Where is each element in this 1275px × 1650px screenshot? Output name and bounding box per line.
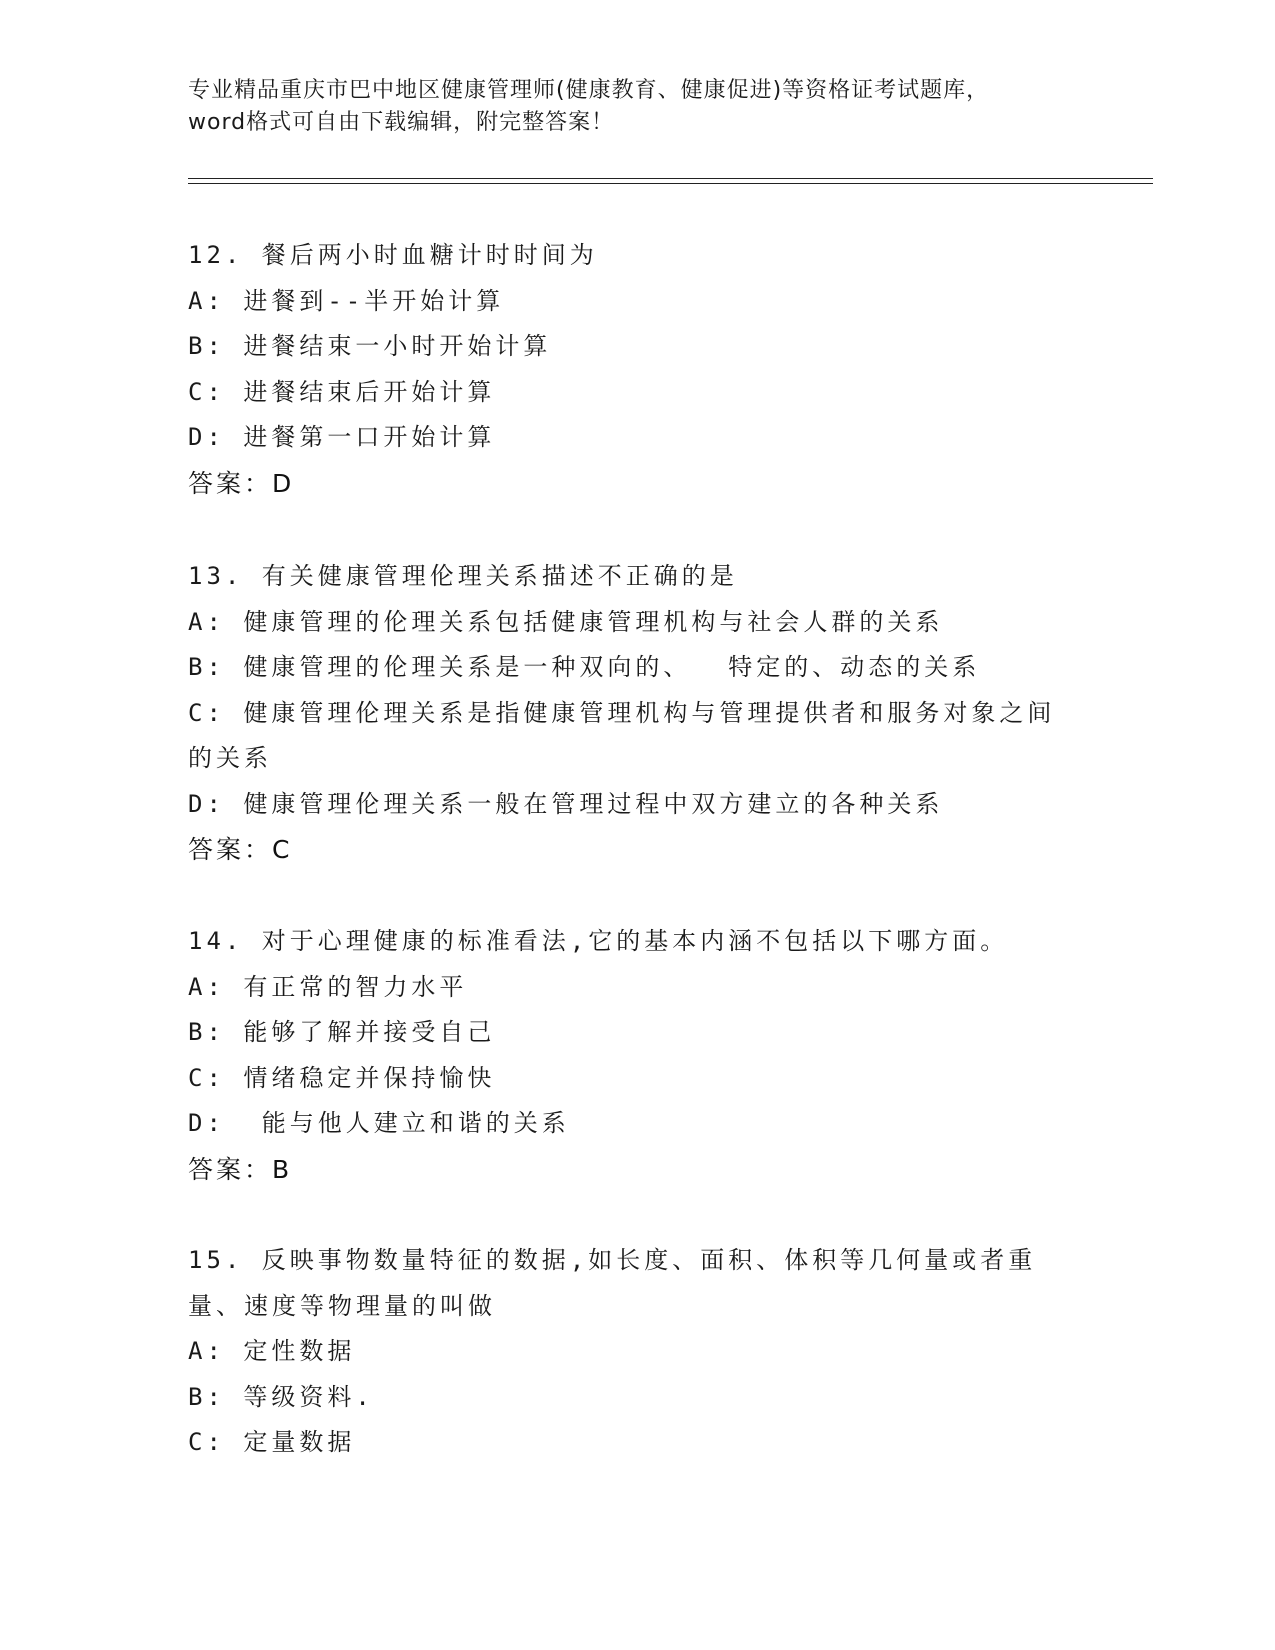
question-15 — [188, 1238, 1088, 1466]
answer-line: 答案：C — [188, 835, 293, 864]
question-stem: 15. 反映事物数量特征的数据,如长度、面积、体积等几何量或者重量、速度等物理量的叫做 — [188, 1246, 1037, 1320]
option-b: B: 健康管理的伦理关系是一种双向的、 特定的、动态的关系 — [188, 653, 981, 681]
option-a: A: 定性数据 — [188, 1337, 356, 1365]
option-c: C: 情绪稳定并保持愉快 — [188, 1063, 496, 1092]
option-c: C: 定量数据 — [188, 1428, 356, 1456]
question-14 — [188, 919, 1088, 1192]
question-12 — [188, 233, 1088, 506]
question-stem: 14. 对于心理健康的标准看法,它的基本内涵不包括以下哪方面。 — [188, 927, 1009, 955]
header-divider-top — [188, 178, 1153, 179]
option-a: A: 健康管理的伦理关系包括健康管理机构与社会人群的关系 — [188, 607, 944, 636]
header-line-2: word格式可自由下载编辑，附完整答案！ — [188, 110, 615, 135]
question-stem: 13. 有关健康管理伦理关系描述不正确的是 — [188, 562, 738, 590]
option-b: B: 进餐结束一小时开始计算 — [188, 332, 552, 360]
answer-line: 答案：B — [188, 1154, 293, 1184]
option-c: C: 健康管理伦理关系是指健康管理机构与管理提供者和服务对象之间的关系 — [188, 698, 1056, 772]
option-c: C: 进餐结束后开始计算 — [188, 377, 496, 406]
option-d: D: 进餐第一口开始计算 — [188, 423, 496, 451]
option-b: B: 等级资料. — [188, 1382, 374, 1411]
header-line-1: 专业精品重庆市巴中地区健康管理师(健康教育、健康促进)等资格证考试题库， — [188, 78, 990, 103]
option-a: A: 有正常的智力水平 — [188, 972, 468, 1001]
question-stem: 12. 餐后两小时血糖计时时间为 — [188, 241, 598, 269]
answer-line: 答案：D — [188, 468, 295, 498]
question-13 — [188, 554, 1088, 873]
header-divider-bottom — [188, 183, 1153, 184]
option-d: D: 健康管理伦理关系一般在管理过程中双方建立的各种关系 — [188, 789, 944, 818]
document-header — [188, 75, 1088, 139]
option-d: D: 能与他人建立和谐的关系 — [188, 1109, 570, 1137]
option-b: B: 能够了解并接受自己 — [188, 1018, 496, 1046]
option-a: A: 进餐到--半开始计算 — [188, 286, 505, 315]
